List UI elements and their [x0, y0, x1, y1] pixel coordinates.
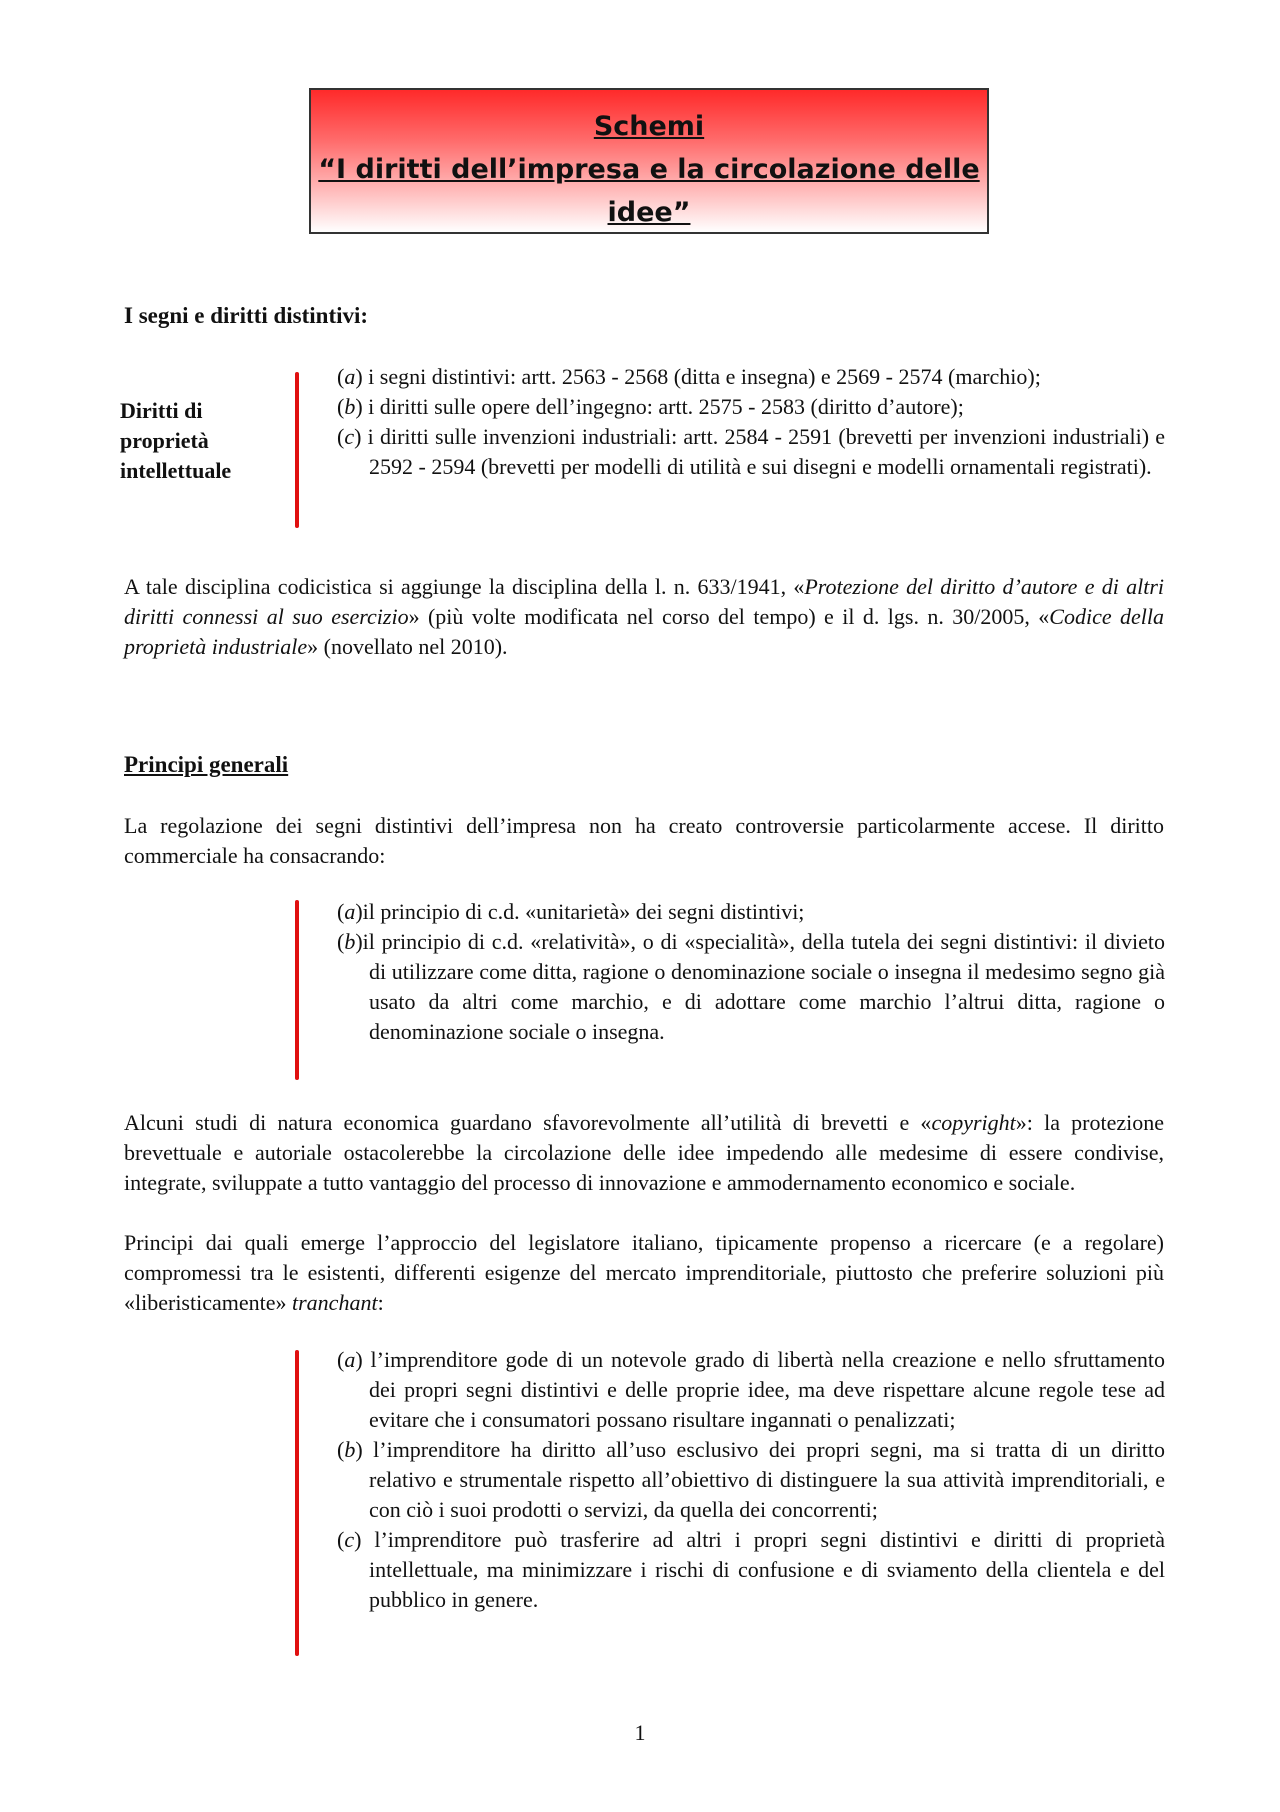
red-accent-bar — [295, 900, 299, 1080]
title-box — [309, 88, 989, 234]
list-principi — [337, 897, 1165, 1047]
side-label-line-3: intellettuale — [120, 458, 232, 483]
title-line-2: “I diritti dell’impresa e la circolazione delle — [318, 154, 980, 185]
paragraph-intro: La regolazione dei segni distintivi dell’impresa non ha creato controversie particolarmente accese. Il diritto commerciale ha consacrando: — [124, 813, 1164, 868]
section-heading-segni: I segni e diritti distintivi: — [124, 303, 369, 328]
paragraph-approccio: Principi dai quali emerge l’approccio del legislatore italiano, tipicamente propenso a ricercare (e a regolare) compromessi tra le esistenti, differenti esigenze del mercato imprenditoriale, piuttosto che preferire soluzioni più «liberisticamente» tranchant: — [124, 1230, 1164, 1315]
list-item: (b)il principio di c.d. «relatività», o di «specialità», della tutela dei segni distintivi: il divieto di utilizzare come ditta, ragione o denominazione sociale o insegna il medesimo segno già usato da altri come marchio, e di adottare come marchio l’altrui ditta, ragione o denominazione sociale o insegna. — [337, 929, 1165, 1044]
red-accent-bar — [295, 1350, 299, 1656]
title-line-1: Schemi — [593, 111, 705, 142]
list-item: (a) l’imprenditore gode di un notevole grado di libertà nella creazione e nello sfruttamento dei propri segni distintivi e delle proprie idee, ma deve rispettare alcune regole tese ad evitare che i consumatori possano risultare ingannati o penalizzati; — [337, 1347, 1166, 1432]
list-diritti — [337, 362, 1165, 482]
paragraph-studi: Alcuni studi di natura economica guardano sfavorevolmente all’utilità di brevetti e «copyright»: la protezione brevettuale e autoriale ostacolerebbe la circolazione delle idee impedendo alle medesime di essere condivise, integrate, sviluppate a tutto vantaggio del processo di innovazione e ammodernamento economico e sociale. — [124, 1110, 1165, 1195]
paragraph-disciplina: A tale disciplina codicistica si aggiunge la disciplina della l. n. 633/1941, «Protezione del diritto d’autore e di altri diritti connessi al suo esercizio» (più volte modificata nel corso del tempo) e il d. lgs. n. 30/2005, «Codice della proprietà industriale» (novellato nel 2010). — [124, 574, 1164, 659]
list-item: (c) l’imprenditore può trasferire ad altri i propri segni distintivi e diritti di proprietà intellettuale, ma minimizzare i rischi di confusione e di sviamento della clientela e del pubblico in genere. — [337, 1527, 1165, 1612]
list-item: (b) l’imprenditore ha diritto all’uso esclusivo dei propri segni, ma si tratta di un diritto relativo e strumentale rispetto all’obiettivo di distinguere la sua attività imprenditoriali, e con ciò i suoi prodotti o servizi, da quella dei concorrenti; — [337, 1437, 1165, 1522]
section-heading-principi: Principi generali — [124, 752, 289, 777]
list-item: (a) i segni distintivi: artt. 2563 - 2568 (ditta e insegna) e 2569 - 2574 (marchio); — [337, 364, 1041, 389]
list-item: (b) i diritti sulle opere dell’ingegno: artt. 2575 - 2583 (diritto d’autore); — [337, 394, 964, 419]
list-imprenditore — [337, 1345, 1165, 1615]
list-item: (c) i diritti sulle invenzioni industriali: artt. 2584 - 2591 (brevetti per invenzioni industriali) e 2592 - 2594 (brevetti per modelli di utilità e sui disegni e modelli ornamentali registrati). — [337, 424, 1166, 479]
side-label-line-2: proprietà — [120, 428, 209, 453]
page-number: 1 — [634, 1720, 646, 1745]
title-line-3: idee” — [607, 197, 691, 228]
side-label-proprieta — [120, 396, 270, 486]
list-item: (a)il principio di c.d. «unitarietà» dei segni distintivi; — [337, 899, 805, 924]
red-accent-bar — [295, 372, 299, 528]
side-label-line-1: Diritti di — [120, 398, 203, 423]
